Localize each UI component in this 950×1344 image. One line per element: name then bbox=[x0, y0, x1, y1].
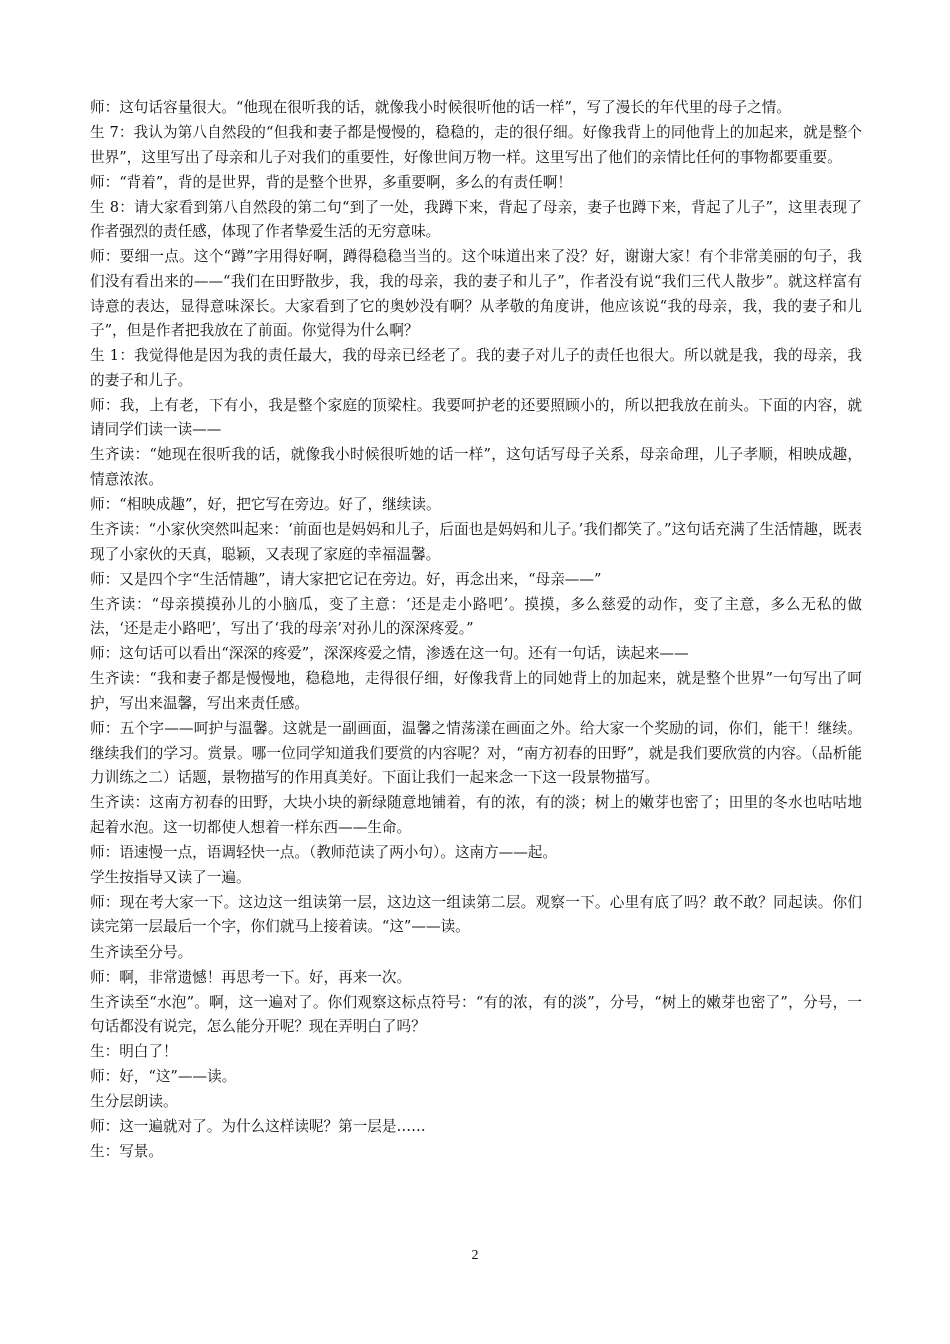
paragraph: 生齐读：“母亲摸摸孙儿的小脑瓜，变了主意：‘还是走小路吧’。摸摸，多么慈爱的动作，变了主意，多么无私的做法，‘还是走小路吧’，写出了‘我的母亲’对孙儿的深深疼爱。” bbox=[90, 595, 862, 638]
paragraph: 师：五个字——呵护与温馨。这就是一副画面，温馨之情荡漾在画面之外。给大家一个奖励的词，你们，能干！继续。继续我们的学习。赏景。哪一位同学知道我们要赏的内容呢？对，“南方初春的田野”，就是我们要欣赏的内容。（品析能力训练之二）话题，景物描写的作用真美好。下面让我们一起来念一下这一段景物描写。 bbox=[90, 719, 862, 787]
paragraph: 师：这句话容量很大。“他现在很听我的话，就像我小时候很听他的话一样”，写了漫长的年代里的母子之情。 bbox=[90, 99, 791, 116]
paragraph: 师：“背着”，背的是世界，背的是整个世界，多重要啊，多么的有责任啊！ bbox=[90, 173, 572, 191]
paragraph: 生 8：请大家看到第八自然段的第二句“到了一处，我蹲下来，背起了母亲，妻子也蹲下来，背起了儿子”，这里表现了作者强烈的责任感，体现了作者挚爱生活的无穷意味。 bbox=[90, 198, 862, 241]
paragraph: 师：“相映成趣”，好，把它写在旁边。好了，继续读。 bbox=[90, 496, 441, 513]
paragraph: 生齐读：“小家伙突然叫起来：‘前面也是妈妈和儿子，后面也是妈妈和儿子。’我们都笑了。”这句话充满了生活情趣，既表现了小家伙的天真，聪颖，又表现了家庭的幸福温馨。 bbox=[90, 521, 862, 563]
paragraph: 师：又是四个字“生活情趣”，请大家把它记在旁边。好，再念出来，“母亲——” bbox=[90, 570, 602, 588]
paragraph: 生齐读：“她现在很听我的话，就像我小时候很听她的话一样”，这句话写母子关系，母亲命理，儿子孝顺，相映成趣，情意浓浓。 bbox=[90, 446, 862, 488]
paragraph: 生 7：我认为第八自然段的“但我和妻子都是慢慢的，稳稳的，走的很仔细。好像我背上的同他背上的加起来，就是整个世界”，这里写出了母亲和儿子对我们的重要性，好像世间万物一样。这里写出了他们的亲情比任何的事物都要重要。 bbox=[90, 124, 862, 166]
paragraph: 生齐读：这南方初春的田野，大块小块的新绿随意地铺着，有的浓，有的淡；树上的嫩芽也密了；田里的冬水也咕咕地起着水泡。这一切都使人想着一样东西——生命。 bbox=[90, 794, 862, 836]
paragraph: 生齐读至“水泡”。啊，这一遍对了。你们观察这标点符号：“有的浓，有的淡”，分号，“树上的嫩芽也密了”，分号，一句话都没有说完，怎么能分开呢？现在弄明白了吗？ bbox=[90, 993, 862, 1036]
paragraph: 师：语速慢一点，语调轻快一点。（教师范读了两小句）。这南方——起。 bbox=[90, 843, 557, 861]
paragraph: 生齐读至分号。 bbox=[90, 943, 193, 961]
paragraph: 师：这一遍就对了。为什么这样读呢？第一层是…… bbox=[90, 1118, 426, 1136]
paragraph: 师：现在考大家一下。这边这一组读第一层，这边这一组读第二层。观察一下。心里有底了吗？敢不敢？同起读。你们读完第一层最后一个字，你们就马上接着读。“这”——读。 bbox=[90, 893, 862, 936]
paragraph: 师：好，“这”——读。 bbox=[90, 1068, 237, 1086]
paragraph: 师：这句话可以看出“深深的疼爱”，深深疼爱之情，渗透在这一句。还有一句话，读起来—— bbox=[90, 645, 689, 663]
paragraph: 师：我，上有老，下有小，我是整个家庭的顶梁柱。我要呵护老的还要照顾小的，所以把我放在前头。下面的内容，就请同学们读一读—— bbox=[90, 396, 862, 439]
document-body bbox=[90, 96, 862, 1165]
paragraph: 生：明白了！ bbox=[90, 1043, 178, 1061]
paragraph: 生齐读：“我和妻子都是慢慢地，稳稳地，走得很仔细，好像我背上的同她背上的加起来，就是整个世界”一句写出了呵护，写出来温馨，写出来责任感。 bbox=[90, 670, 862, 712]
paragraph: 生：写景。 bbox=[90, 1143, 163, 1161]
paragraph: 生 1：我觉得他是因为我的责任最大，我的母亲已经老了。我的妻子对儿子的责任也很大。所以就是我，我的母亲，我的妻子和儿子。 bbox=[90, 347, 862, 389]
paragraph: 学生按指导又读了一遍。 bbox=[90, 868, 251, 886]
paragraph: 师：要细一点。这个“蹲”字用得好啊，蹲得稳稳当当的。这个味道出来了没？好，谢谢大家！有个非常美丽的句子，我们没有看出来的——“我们在田野散步，我，我的母亲，我的妻子和儿子”，作者没有说“我们三代人散步”。就这样富有诗意的表达，显得意味深长。大家看到了它的奥妙没有啊？从孝敬的角度讲，他应该说“我的母亲，我，我的妻子和儿子”，但是作者把我放在了前面。你觉得为什么啊？ bbox=[90, 248, 862, 340]
paragraph: 生分层朗读。 bbox=[90, 1093, 178, 1111]
page-number: 2 bbox=[471, 1248, 479, 1263]
paragraph: 师：啊，非常遗憾！再思考一下。好，再来一次。 bbox=[90, 968, 412, 986]
